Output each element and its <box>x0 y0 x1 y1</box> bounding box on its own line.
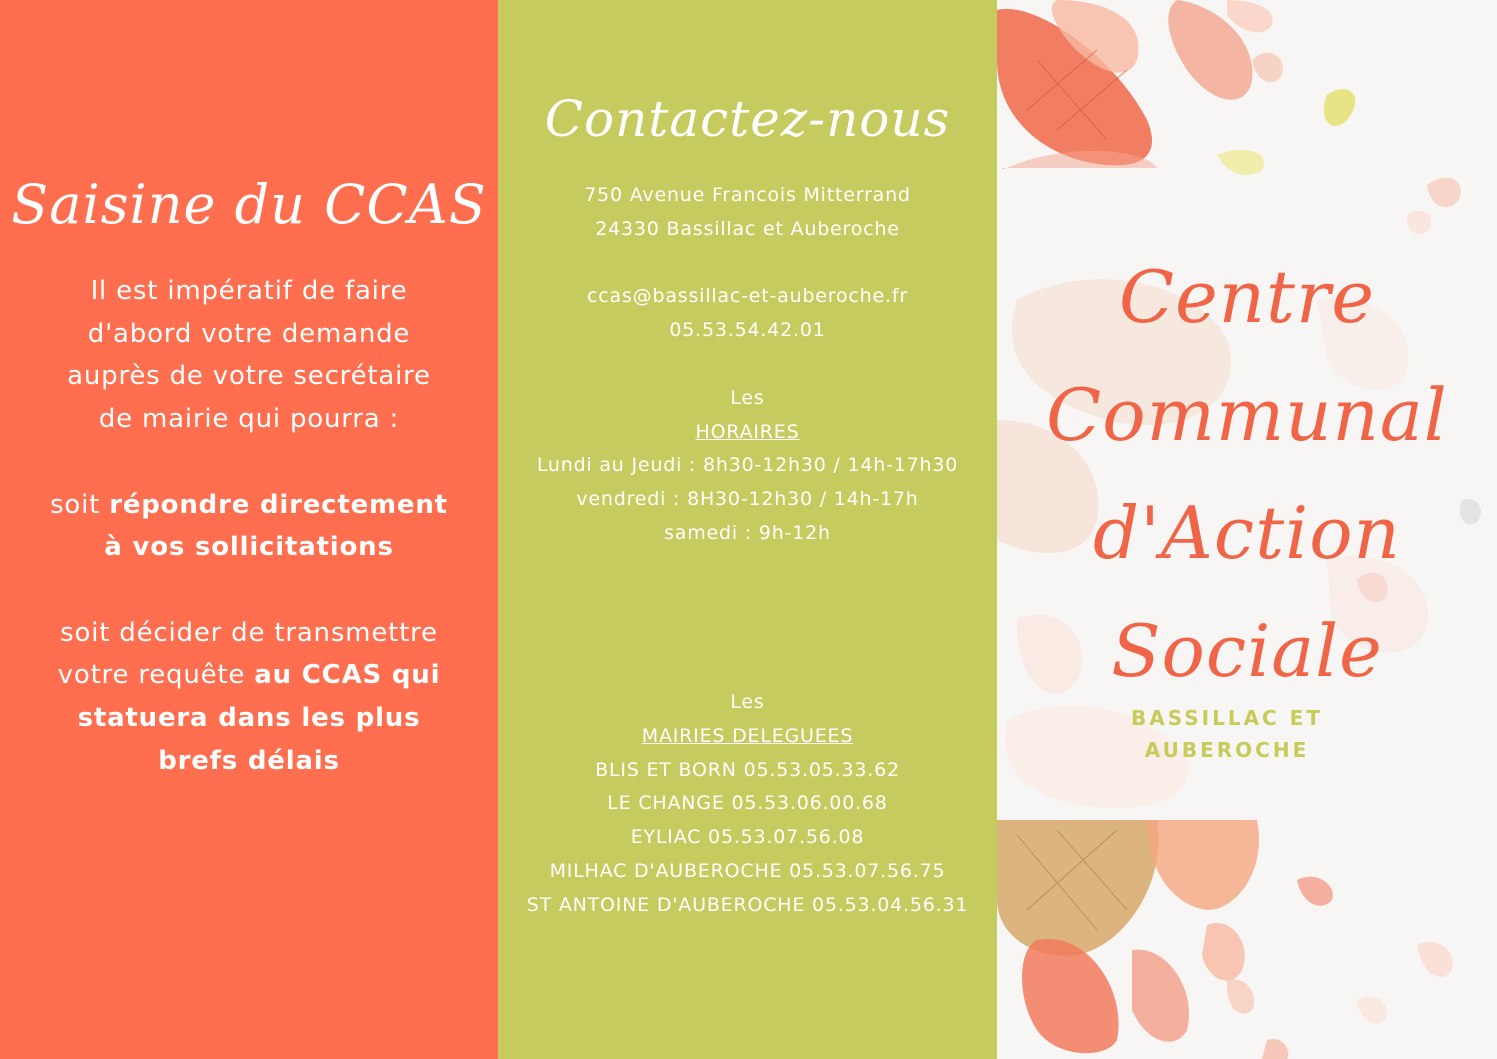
title-line: Communal <box>1046 373 1448 457</box>
left-panel <box>0 0 498 1059</box>
organization-title <box>997 238 1497 710</box>
right-panel <box>997 0 1497 1059</box>
mairie-line: EYLIAC 05.53.07.56.08 <box>630 826 865 849</box>
option-one-bold: à vos sollicitations <box>104 532 394 563</box>
option-one-line: soit répondre directement <box>50 489 448 520</box>
mairie-line: BLIS ET BORN 05.53.05.33.62 <box>595 758 900 781</box>
title-line: d'Action <box>1093 491 1401 575</box>
mairies-heading: MAIRIES DELEGUEES <box>641 724 854 747</box>
phone-number: 05.53.54.42.01 <box>669 319 826 342</box>
option-two-line <box>30 697 468 740</box>
contact-body <box>498 179 997 923</box>
organization-location <box>1097 702 1357 766</box>
option-two-bold: brefs délais <box>158 745 340 776</box>
hours-heading: HORAIRES <box>695 420 800 443</box>
location-line: BASSILLAC ET <box>1131 706 1323 730</box>
email-link[interactable]: ccas@bassillac-et-auberoche.fr <box>587 285 908 308</box>
option-one-line <box>30 526 468 569</box>
option-two-line: votre requête au CCAS qui <box>57 660 441 691</box>
title-line: Centre <box>1118 255 1376 339</box>
address-line: 24330 Bassillac et Auberoche <box>595 217 900 240</box>
option-one-bold: répondre directement <box>109 489 448 520</box>
option-two-line <box>30 740 468 783</box>
address-line: 750 Avenue Francois Mitterrand <box>584 184 911 206</box>
mairie-line: MILHAC D'AUBEROCHE 05.53.07.56.75 <box>549 859 946 882</box>
left-panel-body <box>30 270 468 782</box>
option-two-bold: au CCAS qui <box>254 660 441 691</box>
contact-title: Contactez-nous <box>544 90 951 148</box>
mairie-line: LE CHANGE 05.53.06.00.68 <box>607 792 888 815</box>
intro-line: Il est impératif de faire <box>90 276 408 306</box>
hours-prefix: Les <box>730 386 765 409</box>
hours-line: Lundi au Jeudi : 8h30-12h30 / 14h-17h30 <box>536 454 959 477</box>
intro-line: de mairie qui pourra : <box>98 404 400 435</box>
hours-line: vendredi : 8H30-12h30 / 14h-17h <box>576 488 919 511</box>
middle-panel <box>498 0 997 1059</box>
hours-line: samedi : 9h-12h <box>664 521 831 544</box>
title-line: Sociale <box>1111 609 1383 693</box>
mairie-line: ST ANTOINE D'AUBEROCHE 05.53.04.56.31 <box>526 893 969 916</box>
location-line: AUBEROCHE <box>1144 738 1310 762</box>
mairies-prefix: Les <box>730 690 765 713</box>
left-panel-title: Saisine du CCAS <box>11 173 487 236</box>
intro-line: auprès de votre secrétaire <box>67 361 431 392</box>
option-two-line: soit décider de transmettre <box>60 617 438 648</box>
intro-line: d'abord votre demande <box>87 318 411 349</box>
option-two-bold: statuera dans les plus <box>77 703 421 733</box>
